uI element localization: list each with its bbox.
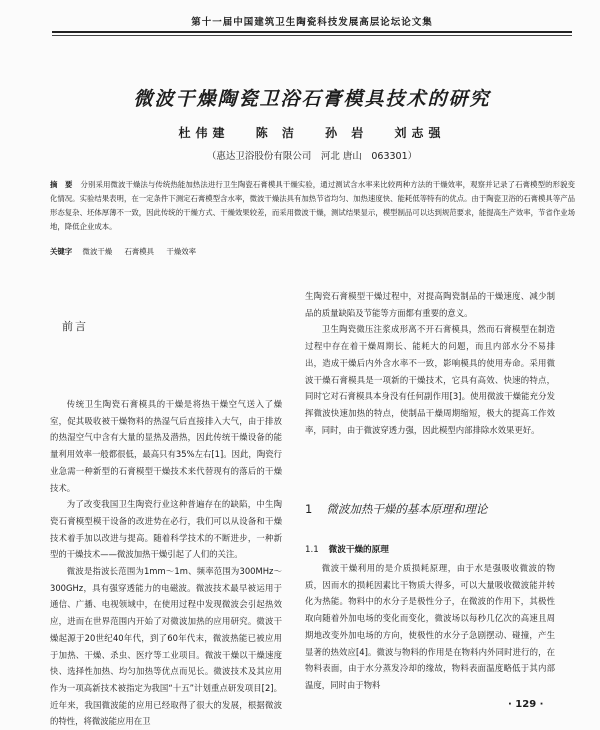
paragraph: 生陶瓷石膏模型干燥过程中，对提高陶瓷制品的干燥速度、减少制品的质量缺陷及节能等方面都有重要的意义。 xyxy=(305,291,555,318)
section-title: 微波加热干燥的基本原理和理论 xyxy=(326,502,488,516)
author: 陈 洁 xyxy=(255,126,299,140)
author: 刘志强 xyxy=(394,126,446,140)
keywords-label: 关键字 xyxy=(50,247,73,256)
author: 杜伟建 xyxy=(178,126,230,140)
paper-title: 微波干燥陶瓷卫浴石膏模具技术的研究 xyxy=(133,88,491,110)
keyword: 微波干燥 xyxy=(82,247,113,256)
subsection-title: 微波干燥的原理 xyxy=(328,545,389,555)
paragraph: 微波干燥利用的是介质损耗原理，由于水是强吸收微波的物质，因而水的损耗因素比干物质大得多，可以大量吸收微波能并转化为热能。物料中的水分子是极性分子，在微波的作用下，其极性取向随着外加电场的变化而变化，微波场以每秒几亿次的高速且周期地改变外加电场的方向，使极性的水分子急剧摆动、碰撞，产生显著的热效应[4]。微波与物料的作用是在物料内外同时进行的，在物料表面，由于水分蒸发冷却的缘故，物料表面温度略低于其内部温度，同时由于物料 xyxy=(305,563,555,690)
left-column xyxy=(50,396,282,730)
paragraph: 为了改变我国卫生陶瓷行业这种普遍存在的缺陷，中生陶瓷石膏模型模干设备的改进势在必行，我们可以从设备和干燥技术着手加以改进与提高。随着科学技术的不断进步，一种新型的干燥技术——微波加热干燥引起了人们的关注。 xyxy=(50,499,282,560)
paragraph: 微波是指波长范围为1mm～1m、频率范围为300MHz～300GHz，具有强穿透能力的电磁波。微波技术最早被运用于通信、广播、电视领域中，在使用过程中发现微波会引起热效应，进而在世界范围内开始了对微波加热的应用研究。微波干燥起源于20世纪40年代，到了60年代末，微波热能已被应用于加热、干燥、杀虫、医疗等工业项目。微波干燥以干燥速度快、选择性加热、均匀加热等优点而见长。微波技术及其应用作为一项高新技术被指定为我国“十五”计划重点研发项目[2]。近年来，我国微波能的应用已经取得了很大的发展，根据微波的特性，将微波能应用在卫 xyxy=(50,566,282,727)
keyword: 干燥效率 xyxy=(166,247,196,256)
right-column-top xyxy=(305,288,555,438)
paragraph: 传统卫生陶瓷石膏模具的干燥是将热干燥空气送入了燥室，促其吸收被干燥物料的热湿气后直接排入大气，由于排放的热湿空气中含有大量的显热及潜热，因此传统干燥设备的能量利用效率一般都很低，最高只有35%左右[1]。因此，陶瓷行业急需一种新型的石膏模型干燥技术来代替现有的落后的干燥技术。 xyxy=(50,399,282,493)
keywords xyxy=(50,245,575,259)
running-header: 第十一届中国建筑卫生陶瓷科技发展高层论坛论文集 xyxy=(191,17,433,28)
author: 孙 岩 xyxy=(325,126,369,140)
intro-heading: 前言 xyxy=(62,320,88,333)
section-heading xyxy=(305,501,565,517)
subsection-number: 1.1 xyxy=(305,545,319,555)
abstract-label: 摘 要 xyxy=(50,180,73,189)
subsection-heading xyxy=(305,543,389,555)
keyword: 石膏模具 xyxy=(124,247,155,256)
section-number: 1 xyxy=(305,502,313,516)
paragraph: 卫生陶瓷微压注浆成形离不开石膏模具，然而石膏模型在制造过程中存在着干燥周期长、能耗大的问题，而且内部水分不易排出，造成干燥后内外含水率不一致，影响模具的使用寿命。采用微波干燥石膏模具是一项新的干燥技术，它具有高效、快速的特点，同时它对石膏模具本身没有任何副作用[3]。使用微波干燥能充分发挥微波快速加热的特点，使制品干燥周期缩短，极大的提高工作效率，同时，由于微波穿透力强，因此模型内部排除水效果更好。 xyxy=(305,324,555,435)
author-list xyxy=(52,124,572,141)
header-rule-thin xyxy=(52,35,572,36)
abstract-text: 分别采用微波干燥法与传统热能加热法进行卫生陶瓷石膏模具干燥实验，通过测试含水率来比较两种方法的干燥效率，观察并记录了石膏模型的形貌变化情况。实验结果表明，在一定条件下测定石膏模型含水率，微波干燥法具有加热节省均匀、加热速度快、能耗低等特有的优点。由于陶瓷卫浴的石膏模具等产品形态复杂、坯体厚薄不一致，因此传统的干燥方式、干燥效果较差，而采用微波干燥，测试结果显示，模型制品可以达到规范要求，能提高生产效率，节省作业场地，降低企业成本。 xyxy=(50,180,575,231)
affiliation: （惠达卫浴股份有限公司 河北 唐山 063301） xyxy=(206,151,418,162)
right-column-bottom xyxy=(305,560,555,694)
header-rule-thick xyxy=(52,31,572,33)
abstract xyxy=(50,178,575,234)
page-number: · 129 · xyxy=(508,699,544,710)
